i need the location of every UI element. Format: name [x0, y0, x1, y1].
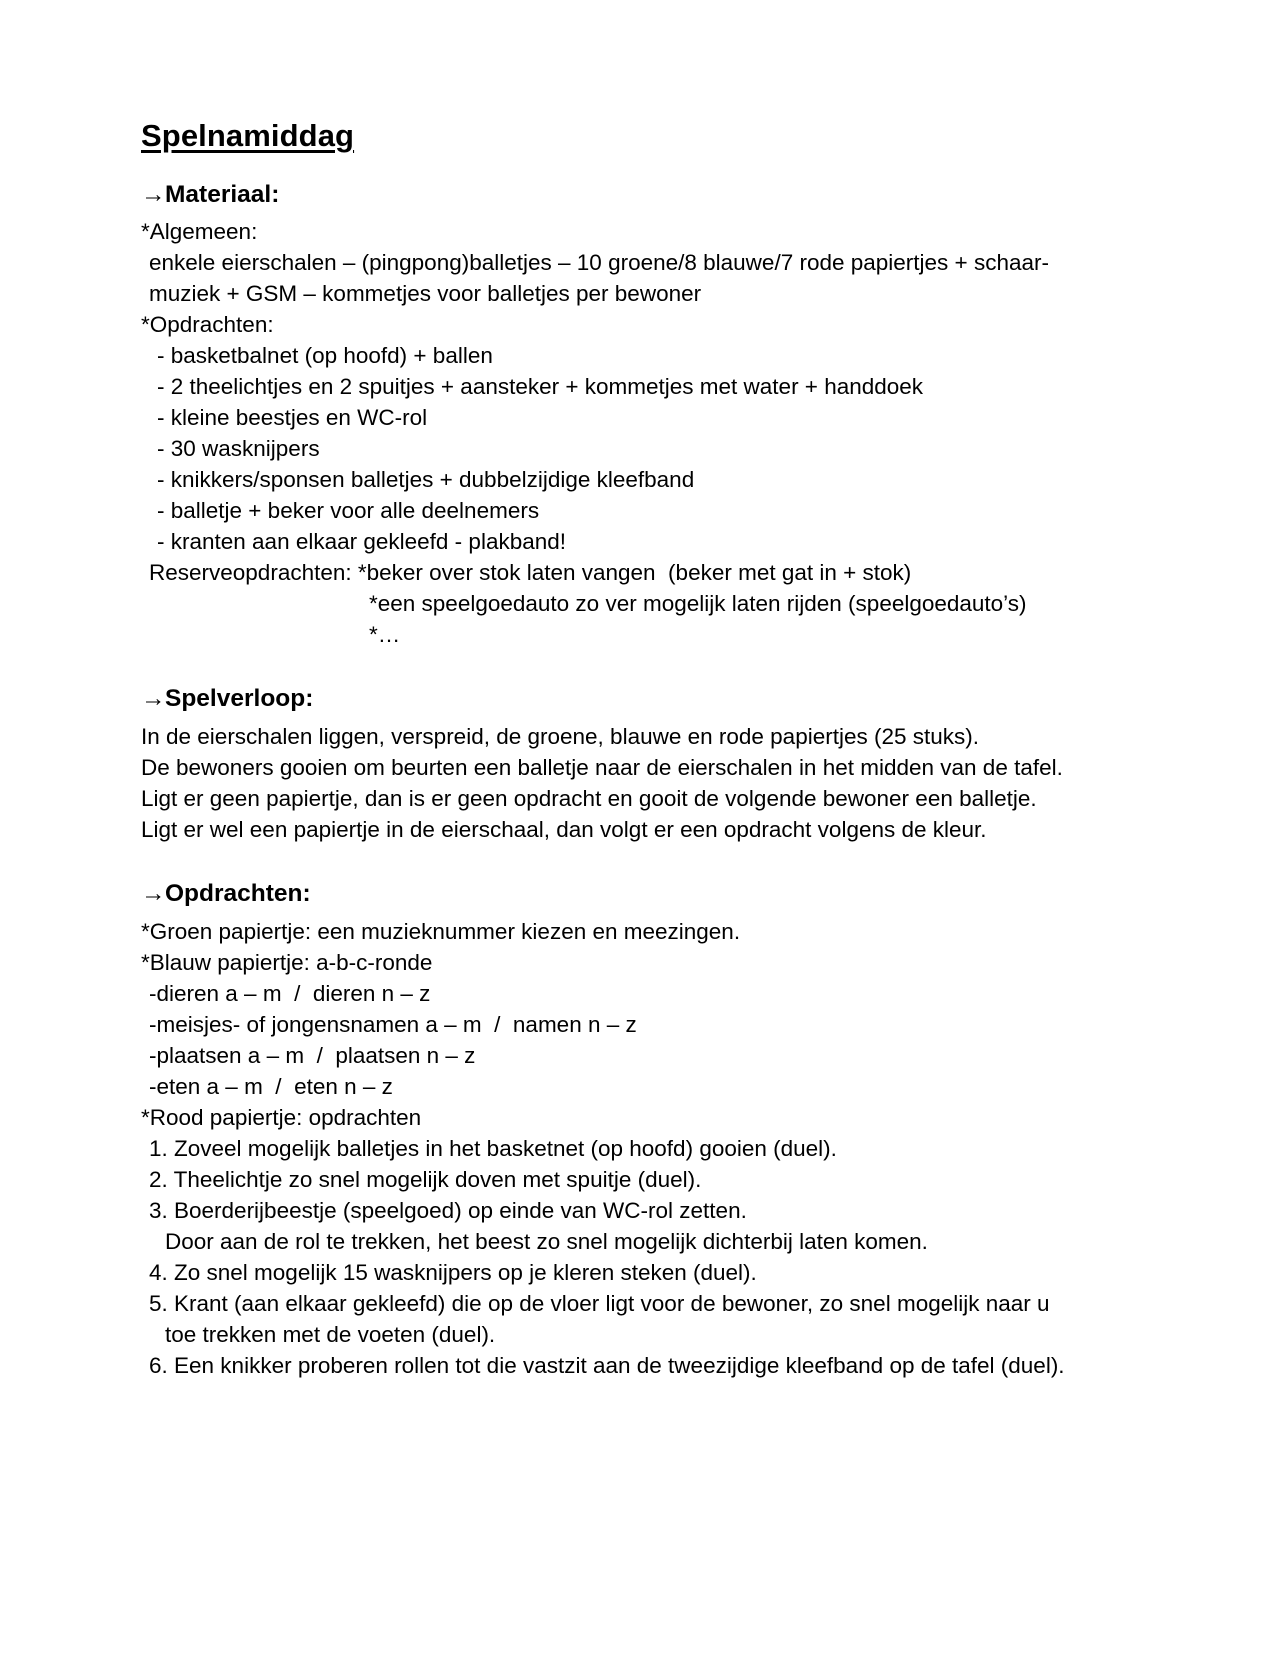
section-spacer [141, 845, 1150, 879]
text-line: In de eierschalen liggen, verspreid, de groene, blauwe en rode papiertjes (25 stuks). [141, 723, 980, 749]
page-title: Spelnamiddag [141, 118, 355, 153]
text-line: Door aan de rol te trekken, het beest zo snel mogelijk dichterbij laten komen. [165, 1228, 928, 1254]
text-line: 5. Krant (aan elkaar gekleefd) die op de vloer ligt voor de bewoner, zo snel mogelijk naar u [149, 1290, 1050, 1316]
section-heading [141, 180, 1150, 211]
section-heading-label: Opdrachten: [165, 879, 311, 907]
text-line: 2. Theelichtje zo snel mogelijk doven met spuitje (duel). [149, 1166, 702, 1192]
text-line: *Rood papiertje: opdrachten [141, 1104, 422, 1130]
right-arrow-icon: → [141, 180, 165, 208]
text-line: -meisjes- of jongensnamen a – m / namen n – z [149, 1011, 637, 1037]
text-line: 1. Zoveel mogelijk balletjes in het basketnet (op hoofd) gooien (duel). [149, 1135, 837, 1161]
text-line: *Groen papiertje: een muzieknummer kiezen en meezingen. [141, 918, 741, 944]
right-arrow-icon: → [141, 685, 165, 713]
section-heading-label: Materiaal: [165, 180, 280, 208]
text-line: - 30 wasknijpers [157, 436, 320, 462]
section-heading [141, 879, 1150, 910]
text-line: - kranten aan elkaar gekleefd - plakband! [157, 529, 567, 555]
text-line: Ligt er geen papiertje, dan is er geen opdracht en gooit de volgende bewoner een balletje. [141, 785, 1037, 811]
text-line: 3. Boerderijbeestje (speelgoed) op einde van WC-rol zetten. [149, 1197, 747, 1223]
text-line: toe trekken met de voeten (duel). [165, 1321, 496, 1347]
text-line: *… [369, 622, 401, 648]
text-line: - 2 theelichtjes en 2 spuitjes + aansteker + kommetjes met water + handdoek [157, 374, 924, 400]
section-body [141, 721, 1150, 845]
text-line: De bewoners gooien om beurten een balletje naar de eierschalen in het midden van de tafel. [141, 754, 1063, 780]
text-line: 4. Zo snel mogelijk 15 wasknijpers op je kleren steken (duel). [149, 1259, 757, 1285]
section-heading [141, 684, 1150, 715]
text-line: - balletje + beker voor alle deelnemers [157, 498, 540, 524]
text-line: Ligt er wel een papiertje in de eierschaal, dan volgt er een opdracht volgens de kleur. [141, 816, 987, 842]
section-spacer [141, 650, 1150, 684]
text-line: *Blauw papiertje: a-b-c-ronde [141, 949, 433, 975]
text-line: -eten a – m / eten n – z [149, 1073, 393, 1099]
section-body [141, 216, 1150, 650]
text-line: muziek + GSM – kommetjes voor balletjes per bewoner [149, 281, 702, 307]
section-body [141, 916, 1150, 1381]
text-line: - kleine beestjes en WC-rol [157, 405, 428, 431]
text-line: Reserveopdrachten: *beker over stok laten vangen (beker met gat in + stok) [149, 560, 912, 586]
document-body [141, 180, 1150, 1381]
right-arrow-icon: → [141, 879, 165, 907]
text-line: 6. Een knikker proberen rollen tot die vastzit aan de tweezijdige kleefband op de tafel (duel). [149, 1352, 1065, 1378]
text-line: - knikkers/sponsen balletjes + dubbelzijdige kleefband [157, 467, 695, 493]
text-line: -dieren a – m / dieren n – z [149, 980, 431, 1006]
text-line: enkele eierschalen – (pingpong)balletjes – 10 groene/8 blauwe/7 rode papiertjes + schaar- [149, 250, 1049, 276]
text-line: *Opdrachten: [141, 312, 274, 338]
text-line: *Algemeen: [141, 219, 258, 245]
text-line: - basketbalnet (op hoofd) + ballen [157, 343, 493, 369]
text-line: *een speelgoedauto zo ver mogelijk laten rijden (speelgoedauto’s) [369, 591, 1027, 617]
text-line: -plaatsen a – m / plaatsen n – z [149, 1042, 476, 1068]
section-heading-label: Spelverloop: [165, 685, 314, 713]
